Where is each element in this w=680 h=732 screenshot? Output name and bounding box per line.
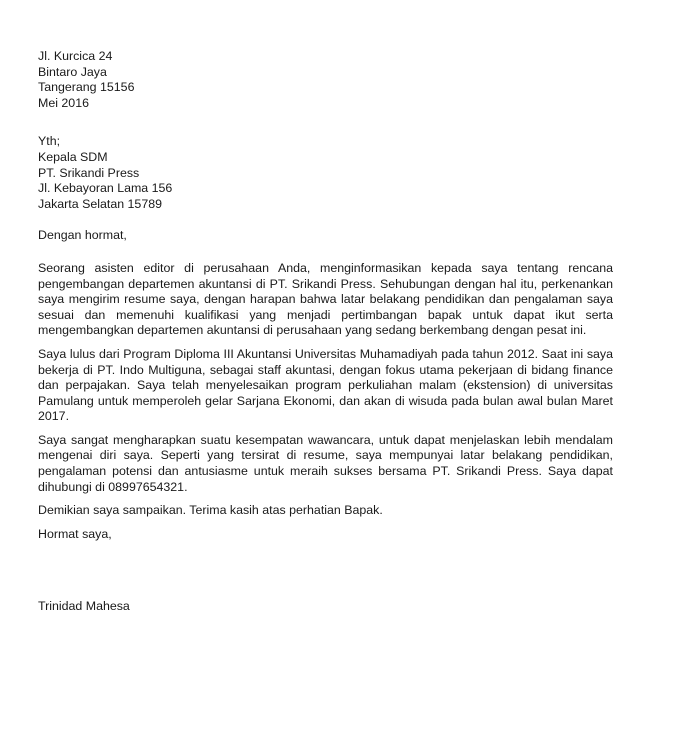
recipient-greeting: Yth; [38,134,61,149]
body-paragraph-interview: Saya sangat mengharapkan suatu kesempatan wawancara, untuk dapat menjelaskan lebih mendalam mengenai diri saya. Seperti yang tersirat di resume, saya mempunyai latar belakang pendidikan, pengalaman potensi dan antusiasme untuk meraih sukses bersama PT. Srikandi Press. Saya dapat dihubungi di 08997654321. [38,432,613,494]
recipient-street: Jl. Kebayoran Lama 156 [38,181,173,196]
recipient-city: Jakarta Selatan 15789 [38,196,162,211]
body-paragraph-closing: Demikian saya sampaikan. Terima kasih atas perhatian Bapak. [38,503,383,518]
letter-page [38,49,613,615]
sender-city: Tangerang 15156 [38,80,135,95]
body-paragraph-intro: Seorang asisten editor di perusahaan Anda, menginformasikan kepada saya tentang rencana pengembangan departemen akuntansi di PT. Srikandi Press. Sehubungan dengan hal itu, perkenankan saya mengirim resume saya, dengan harapan bahwa latar belakang pendidikan dan pengalaman saya sesuai dan memenuhi kualifikasi yang menjadi pertimbangan bapak untuk dapat ikut serta mengembangkan departemen akuntansi di perusahaan yang sedang berkembang dengan pesat ini. [38,260,613,338]
recipient-title: Kepala SDM [38,149,108,164]
salutation: Dengan hormat, [38,228,127,243]
body-paragraph-education: Saya lulus dari Program Diploma III Akuntansi Universitas Muhamadiyah pada tahun 2012. Saat ini saya bekerja di PT. Indo Multiguna, sebagai staff akuntasi, dengan fokus utama pekerjaan di bidang finance dan perpajakan. Saya telah menyelesaikan program perkuliahan malam (ekstension) di universitas Pamulang untuk memperoleh gelar Sarjana Ekonomi, dan akan di wisuda pada bulan awal bulan Maret 2017. [38,346,613,424]
closing-phrase: Hormat saya, [38,526,112,541]
sender-area: Bintaro Jaya [38,64,107,79]
sender-street: Jl. Kurcica 24 [38,49,113,63]
recipient-company: PT. Srikandi Press [38,165,140,180]
sender-address [38,49,613,111]
recipient-address [38,134,613,212]
letter-date: Mei 2016 [38,95,89,110]
signature-name: Trinidad Mahesa [38,599,130,614]
